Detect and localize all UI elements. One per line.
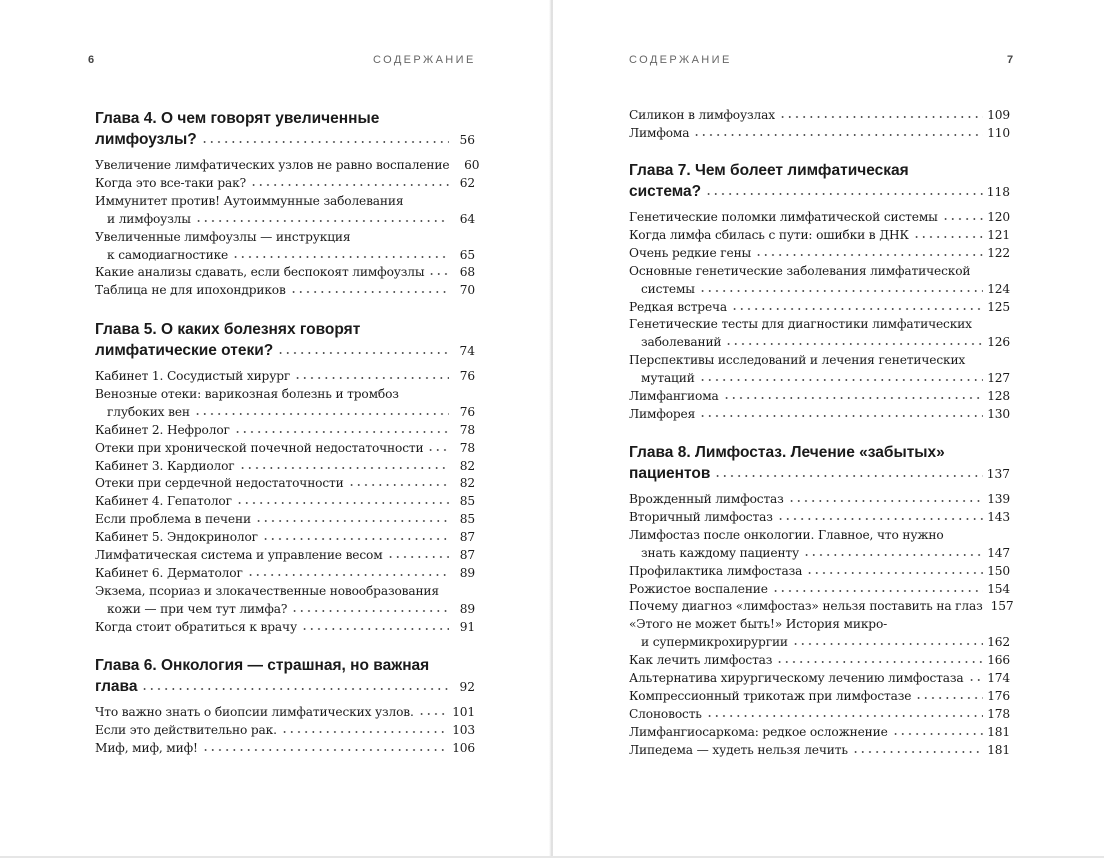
entry-title-text: Почему диагноз «лимфостаз» нельзя поставить на глаз [629, 599, 983, 614]
page-ref: 181 [987, 742, 1010, 757]
dot-leader [291, 603, 449, 613]
left-page [0, 0, 551, 858]
toc-line [629, 652, 1010, 670]
toc-line [95, 655, 475, 676]
chapter-title-text: пациентов [629, 465, 711, 482]
toc-entry[interactable] [95, 458, 475, 476]
dot-leader [706, 708, 983, 718]
entry-title-text: Кабинет 4. Гепатолог [95, 494, 232, 509]
toc-entry[interactable] [629, 263, 1010, 299]
page-ref: 64 [459, 211, 475, 226]
entry-title-text: Увеличение лимфатических узлов не равно воспаление [95, 158, 450, 172]
page-ref: 128 [987, 389, 1010, 404]
dot-leader [255, 513, 449, 523]
entry-title-text: Основные генетические заболевания лимфатической [629, 263, 971, 278]
toc-line [629, 334, 1010, 352]
dot-leader [202, 742, 448, 752]
entry-title-text: Врожденный лимфостаз [629, 492, 784, 506]
toc-entry[interactable] [95, 368, 475, 386]
chapter-heading [629, 160, 1010, 203]
page-ref: 162 [987, 635, 1010, 650]
toc-line [95, 229, 475, 247]
page-ref: 154 [987, 581, 1010, 596]
entry-title-text: Венозные отеки: варикозная болезнь и тромбоз [95, 386, 399, 401]
toc-entry[interactable] [95, 511, 475, 529]
dot-leader [236, 495, 449, 505]
running-head: СОДЕРЖАНИЕ [629, 54, 732, 66]
entry-title-text: Липедема — худеть нельзя лечить [629, 742, 848, 757]
toc-line [95, 193, 475, 211]
page-ref: 166 [987, 653, 1010, 668]
entry-title-text: глубоких вен [107, 404, 190, 419]
entry-title-text: и супермикрохирургии [641, 635, 788, 650]
dot-leader [772, 583, 983, 593]
page-ref: 124 [987, 281, 1010, 296]
toc-entry[interactable] [629, 652, 1010, 670]
dot-leader [348, 477, 449, 487]
toc-entry[interactable] [629, 742, 1010, 760]
toc-line [629, 281, 1010, 299]
dot-leader [942, 211, 983, 221]
page-number: 6 [88, 54, 95, 66]
page-ref: 143 [987, 509, 1010, 524]
toc-line [95, 129, 475, 151]
entry-title-text: Отеки при сердечной недостаточности [95, 476, 344, 491]
dot-leader [247, 567, 449, 577]
entry-title-text: Кабинет 2. Нефролог [95, 422, 230, 437]
page-ref: 85 [459, 512, 475, 527]
dot-leader [699, 372, 983, 382]
toc-line [95, 704, 475, 722]
toc-line [95, 440, 475, 458]
chapter-title-text: система? [629, 183, 702, 200]
toc-line [95, 175, 475, 193]
toc-line [629, 370, 1010, 388]
chapter-title-text: Глава 8. Лимфостаз. Лечение «забытых» [629, 444, 945, 461]
toc-entry[interactable] [629, 227, 1010, 245]
toc-line [95, 511, 475, 529]
entry-title-text: к самодиагностике [107, 247, 229, 262]
page-ref: 178 [987, 706, 1010, 721]
toc-entry[interactable] [629, 581, 1010, 599]
chapter-title-text: Глава 5. О каких болезнях говорят [95, 321, 361, 338]
toc-line [629, 688, 1010, 706]
toc-line [629, 742, 1010, 760]
toc-line [95, 565, 475, 583]
toc-entry[interactable] [629, 563, 1010, 581]
toc-line [629, 527, 1010, 545]
toc-entry[interactable] [629, 107, 1010, 125]
dot-leader [427, 442, 449, 452]
dot-leader [281, 724, 448, 734]
toc-entry[interactable] [95, 422, 475, 440]
entry-title-text: Если это действительно рак. [95, 722, 277, 737]
chapter-title-text: глава [95, 678, 138, 695]
entry-title-text: Какие анализы сдавать, если беспокоят лимфоузлы [95, 265, 425, 280]
toc-line [629, 545, 1010, 563]
toc-line [95, 247, 475, 265]
dot-leader [195, 213, 449, 223]
entry-title-text: Лимфангиома [629, 389, 719, 404]
toc-entry[interactable] [629, 598, 1014, 616]
toc-line [629, 563, 1010, 581]
toc-line [629, 388, 1010, 406]
entry-title-text: Альтернатива хирургическому лечению лимфостаза [629, 671, 964, 686]
page-ref: 76 [459, 369, 475, 383]
toc-section [95, 319, 475, 637]
toc-entry[interactable] [95, 229, 475, 265]
toc-line [629, 442, 1010, 463]
toc-entry[interactable] [629, 316, 1010, 352]
toc-entry[interactable] [95, 547, 475, 565]
chapter-title-text: лимфоузлы? [95, 131, 197, 148]
entry-title-text: «Этого не может быть!» История микро- [629, 617, 888, 632]
entry-title-text: Кабинет 5. Эндокринолог [95, 530, 258, 545]
page-ref: 181 [987, 724, 1010, 739]
entry-title-text: Рожистое воспаление [629, 581, 768, 596]
toc-line [95, 157, 480, 175]
page-ref: 65 [459, 247, 475, 262]
chapter-title-text: Глава 4. О чем говорят увеличенные [95, 110, 380, 127]
toc-line [95, 386, 475, 404]
page-ref: 150 [987, 563, 1010, 578]
entry-title-text: Кабинет 1. Сосудистый хирург [95, 369, 291, 383]
page-ref: 106 [452, 740, 475, 755]
toc-line [629, 634, 1010, 652]
dot-leader [194, 406, 449, 416]
entry-title-text: заболеваний [641, 335, 722, 350]
toc-line [629, 263, 1010, 281]
dot-leader [725, 336, 983, 346]
page-ref: 76 [459, 404, 475, 419]
toc-line [95, 475, 475, 493]
dot-leader [277, 345, 449, 355]
page-ref: 74 [459, 344, 475, 358]
toc-entry[interactable] [95, 475, 475, 493]
toc-entry[interactable] [629, 209, 1010, 227]
chapter-heading [629, 442, 1010, 485]
entry-title-text: Когда стоит обратиться к врачу [95, 619, 297, 634]
dot-leader [723, 390, 984, 400]
entry-title-text: Слоновость [629, 706, 702, 721]
dot-leader [776, 654, 983, 664]
page-ref: 56 [459, 133, 475, 147]
toc-line [95, 368, 475, 386]
toc-line [629, 181, 1010, 203]
toc-entry[interactable] [629, 125, 1010, 143]
entry-title-text: Экзема, псориаз и злокачественные новообразования [95, 583, 439, 598]
page-ref: 110 [987, 125, 1010, 140]
entry-title-text: Что важно знать о биопсии лимфатических узлов. [95, 705, 414, 719]
entry-title-text: мутаций [641, 371, 695, 386]
page-ref: 89 [459, 565, 475, 580]
toc-line [95, 264, 475, 282]
dot-leader [755, 247, 983, 257]
entry-title-text: Профилактика лимфостаза [629, 563, 803, 578]
dot-leader [250, 177, 449, 187]
page-ref: 82 [459, 458, 475, 473]
entry-title-text: Увеличенные лимфоузлы — инструкция [95, 229, 351, 244]
toc-line [95, 583, 475, 601]
toc-entry[interactable] [95, 583, 475, 619]
entry-title-text: Когда лимфа сбилась с пути: ошибки в ДНК [629, 227, 909, 242]
dot-leader [418, 706, 448, 716]
toc-line [629, 724, 1010, 742]
entry-title-text: Редкая встреча [629, 299, 728, 314]
chapter-title-text: Глава 6. Онкология — страшная, но важная [95, 657, 430, 674]
toc-entry[interactable] [629, 670, 1010, 688]
dot-leader [428, 266, 449, 276]
toc-section [95, 655, 475, 758]
toc-entry[interactable] [95, 529, 475, 547]
entry-title-text: Лимфома [629, 125, 690, 140]
page-ref: 103 [452, 722, 475, 737]
entry-title-text: Лимфостаз после онкологии. Главное, что нужно [629, 527, 944, 542]
entry-title-text: Иммунитет против! Аутоиммунные заболевания [95, 193, 404, 208]
page-ref: 92 [459, 680, 475, 694]
dot-leader [777, 511, 983, 521]
toc-section [629, 442, 1014, 760]
dot-leader [915, 690, 983, 700]
dot-leader [201, 134, 449, 144]
dot-leader [852, 744, 983, 754]
page-ref: 85 [459, 494, 475, 509]
page-ref: 147 [987, 545, 1010, 560]
dot-leader [239, 460, 449, 470]
toc-entry[interactable] [95, 157, 480, 175]
page-ref: 78 [459, 440, 475, 455]
toc-section [629, 107, 1010, 143]
page-ref: 120 [987, 210, 1010, 224]
entry-title-text: Силикон в лимфоузлах [629, 108, 775, 122]
entry-title-text: Лимфорея [629, 406, 696, 421]
dot-leader [792, 636, 983, 646]
page-ref: 70 [459, 283, 475, 298]
toc-entry[interactable] [629, 245, 1010, 263]
toc-entry[interactable] [629, 491, 1010, 509]
toc-entry[interactable] [95, 740, 475, 758]
right-page [553, 0, 1104, 858]
page-ref: 125 [987, 299, 1010, 314]
toc-entry[interactable] [95, 704, 475, 722]
page-ref: 139 [987, 492, 1010, 506]
toc-line [629, 316, 1010, 334]
page-ref: 118 [986, 185, 1010, 199]
dot-leader [913, 229, 983, 239]
entry-title-text: Лимфатическая система и управление весом [95, 548, 383, 563]
toc-entry[interactable] [95, 440, 475, 458]
toc-entry[interactable] [95, 619, 475, 637]
entry-title-text: Генетические поломки лимфатической системы [629, 210, 938, 224]
toc-line [95, 422, 475, 440]
dot-leader [731, 301, 983, 311]
toc-entry[interactable] [629, 688, 1010, 706]
toc-line [629, 125, 1010, 143]
toc-line [629, 406, 1010, 424]
toc-line [95, 108, 475, 129]
toc-line [629, 245, 1010, 263]
dot-leader [803, 547, 983, 557]
toc-line [629, 160, 1010, 181]
entry-title-text: Отеки при хронической почечной недостаточности [95, 440, 424, 455]
toc-line [95, 619, 475, 637]
page-ref: 127 [987, 371, 1010, 386]
toc-line [95, 404, 475, 422]
dot-leader [705, 186, 983, 196]
entry-title-text: Вторичный лимфостаз [629, 509, 773, 524]
page-ref: 174 [987, 671, 1010, 686]
entry-title-text: знать каждому пациенту [641, 545, 800, 560]
dot-leader [262, 531, 449, 541]
page-ref: 82 [459, 476, 475, 491]
toc-line [629, 463, 1010, 485]
chapter-heading [95, 108, 475, 151]
page-ref: 130 [987, 406, 1010, 421]
entry-title-text: системы [641, 281, 695, 296]
dot-leader [699, 408, 983, 418]
toc-entry[interactable] [629, 509, 1010, 527]
toc-entry[interactable] [95, 386, 475, 422]
toc-entry[interactable] [95, 722, 475, 740]
toc-line [95, 282, 475, 300]
toc-line [629, 616, 1010, 634]
entry-title-text: Генетические тесты для диагностики лимфатических [629, 317, 972, 332]
dot-leader [301, 621, 449, 631]
toc-entry[interactable] [629, 706, 1010, 724]
dot-leader [699, 283, 983, 293]
entry-title-text: Если проблема в печени [95, 512, 251, 527]
page-ref: 91 [459, 619, 475, 634]
toc-entry[interactable] [95, 264, 475, 282]
entry-title-text: и лимфоузлы [107, 211, 191, 226]
toc-line [629, 352, 1010, 370]
toc-entry[interactable] [95, 493, 475, 511]
page-ref: 137 [986, 467, 1010, 481]
entry-title-text: Миф, миф, миф! [95, 740, 198, 755]
dot-leader [779, 109, 983, 119]
page-ref: 89 [459, 601, 475, 616]
toc-section [629, 160, 1010, 424]
toc-line [95, 211, 475, 229]
toc-entry[interactable] [629, 352, 1010, 388]
toc-line [629, 227, 1010, 245]
entry-title-text: Лимфангиосаркома: редкое осложнение [629, 724, 888, 739]
chapter-heading [95, 319, 475, 362]
toc-line [629, 670, 1010, 688]
toc-line [95, 601, 475, 619]
toc-entry[interactable] [629, 406, 1010, 424]
toc-line [95, 493, 475, 511]
running-head: СОДЕРЖАНИЕ [373, 54, 476, 66]
chapter-heading [95, 655, 475, 698]
toc-section [95, 108, 480, 300]
page-ref: 87 [459, 530, 475, 545]
toc-line [95, 458, 475, 476]
dot-leader [290, 284, 449, 294]
page-ref: 126 [987, 335, 1010, 350]
dot-leader [232, 249, 449, 259]
entry-title-text: Кабинет 6. Дерматолог [95, 565, 243, 580]
entry-title-text: Как лечить лимфостаз [629, 653, 773, 668]
toc-entry[interactable] [95, 565, 475, 583]
entry-title-text: Очень редкие гены [629, 245, 752, 260]
toc-line [95, 529, 475, 547]
page-ref: 60 [464, 158, 480, 172]
toc-entry[interactable] [629, 299, 1010, 317]
toc-line [629, 209, 1010, 227]
page-ref: 62 [459, 175, 475, 190]
entry-title-text: кожи — при чем тут лимфа? [107, 601, 288, 616]
entry-title-text: Компрессионный трикотаж при лимфостазе [629, 688, 912, 703]
dot-leader [141, 681, 449, 691]
toc-line [95, 676, 475, 698]
dot-leader [693, 127, 983, 137]
page-ref: 68 [459, 265, 475, 280]
dot-leader [387, 549, 449, 559]
dot-leader [806, 565, 983, 575]
page-ref: 109 [987, 108, 1010, 122]
page-ref: 78 [459, 422, 475, 437]
toc-entry[interactable] [95, 193, 475, 229]
page-ref: 157 [990, 599, 1014, 614]
dot-leader [788, 493, 984, 503]
chapter-title-text: лимфатические отеки? [95, 342, 274, 359]
entry-title-text: Кабинет 3. Кардиолог [95, 458, 235, 473]
page-ref: 101 [452, 705, 475, 719]
entry-title-text: Когда это все-таки рак? [95, 175, 246, 190]
toc-line [629, 299, 1010, 317]
toc-line [629, 509, 1010, 527]
toc-entry[interactable] [95, 175, 475, 193]
page-ref: 121 [987, 227, 1010, 242]
page-ref: 87 [459, 548, 475, 563]
chapter-title-text: Глава 7. Чем болеет лимфатическая [629, 162, 909, 179]
page-number: 7 [1007, 54, 1014, 66]
toc-line [629, 107, 1010, 125]
toc-line [95, 740, 475, 758]
dot-leader [968, 672, 984, 682]
dot-leader [714, 468, 982, 478]
toc-line [95, 722, 475, 740]
toc-entry[interactable] [629, 527, 1010, 563]
entry-title-text: Таблица не для ипохондриков [95, 283, 286, 298]
toc-line [629, 598, 1014, 616]
toc-line [629, 581, 1010, 599]
page-ref: 122 [987, 245, 1010, 260]
toc-entry[interactable] [95, 282, 475, 300]
dot-leader [234, 424, 449, 434]
entry-title-text: Перспективы исследований и лечения генетических [629, 353, 966, 368]
dot-leader [294, 370, 449, 380]
toc-entry[interactable] [629, 388, 1010, 406]
toc-line [95, 340, 475, 362]
toc-line [629, 706, 1010, 724]
toc-line [95, 547, 475, 565]
toc-entry[interactable] [629, 616, 1010, 652]
page-ref: 176 [987, 688, 1010, 703]
toc-line [95, 319, 475, 340]
toc-line [629, 491, 1010, 509]
dot-leader [892, 726, 984, 736]
toc-entry[interactable] [629, 724, 1010, 742]
